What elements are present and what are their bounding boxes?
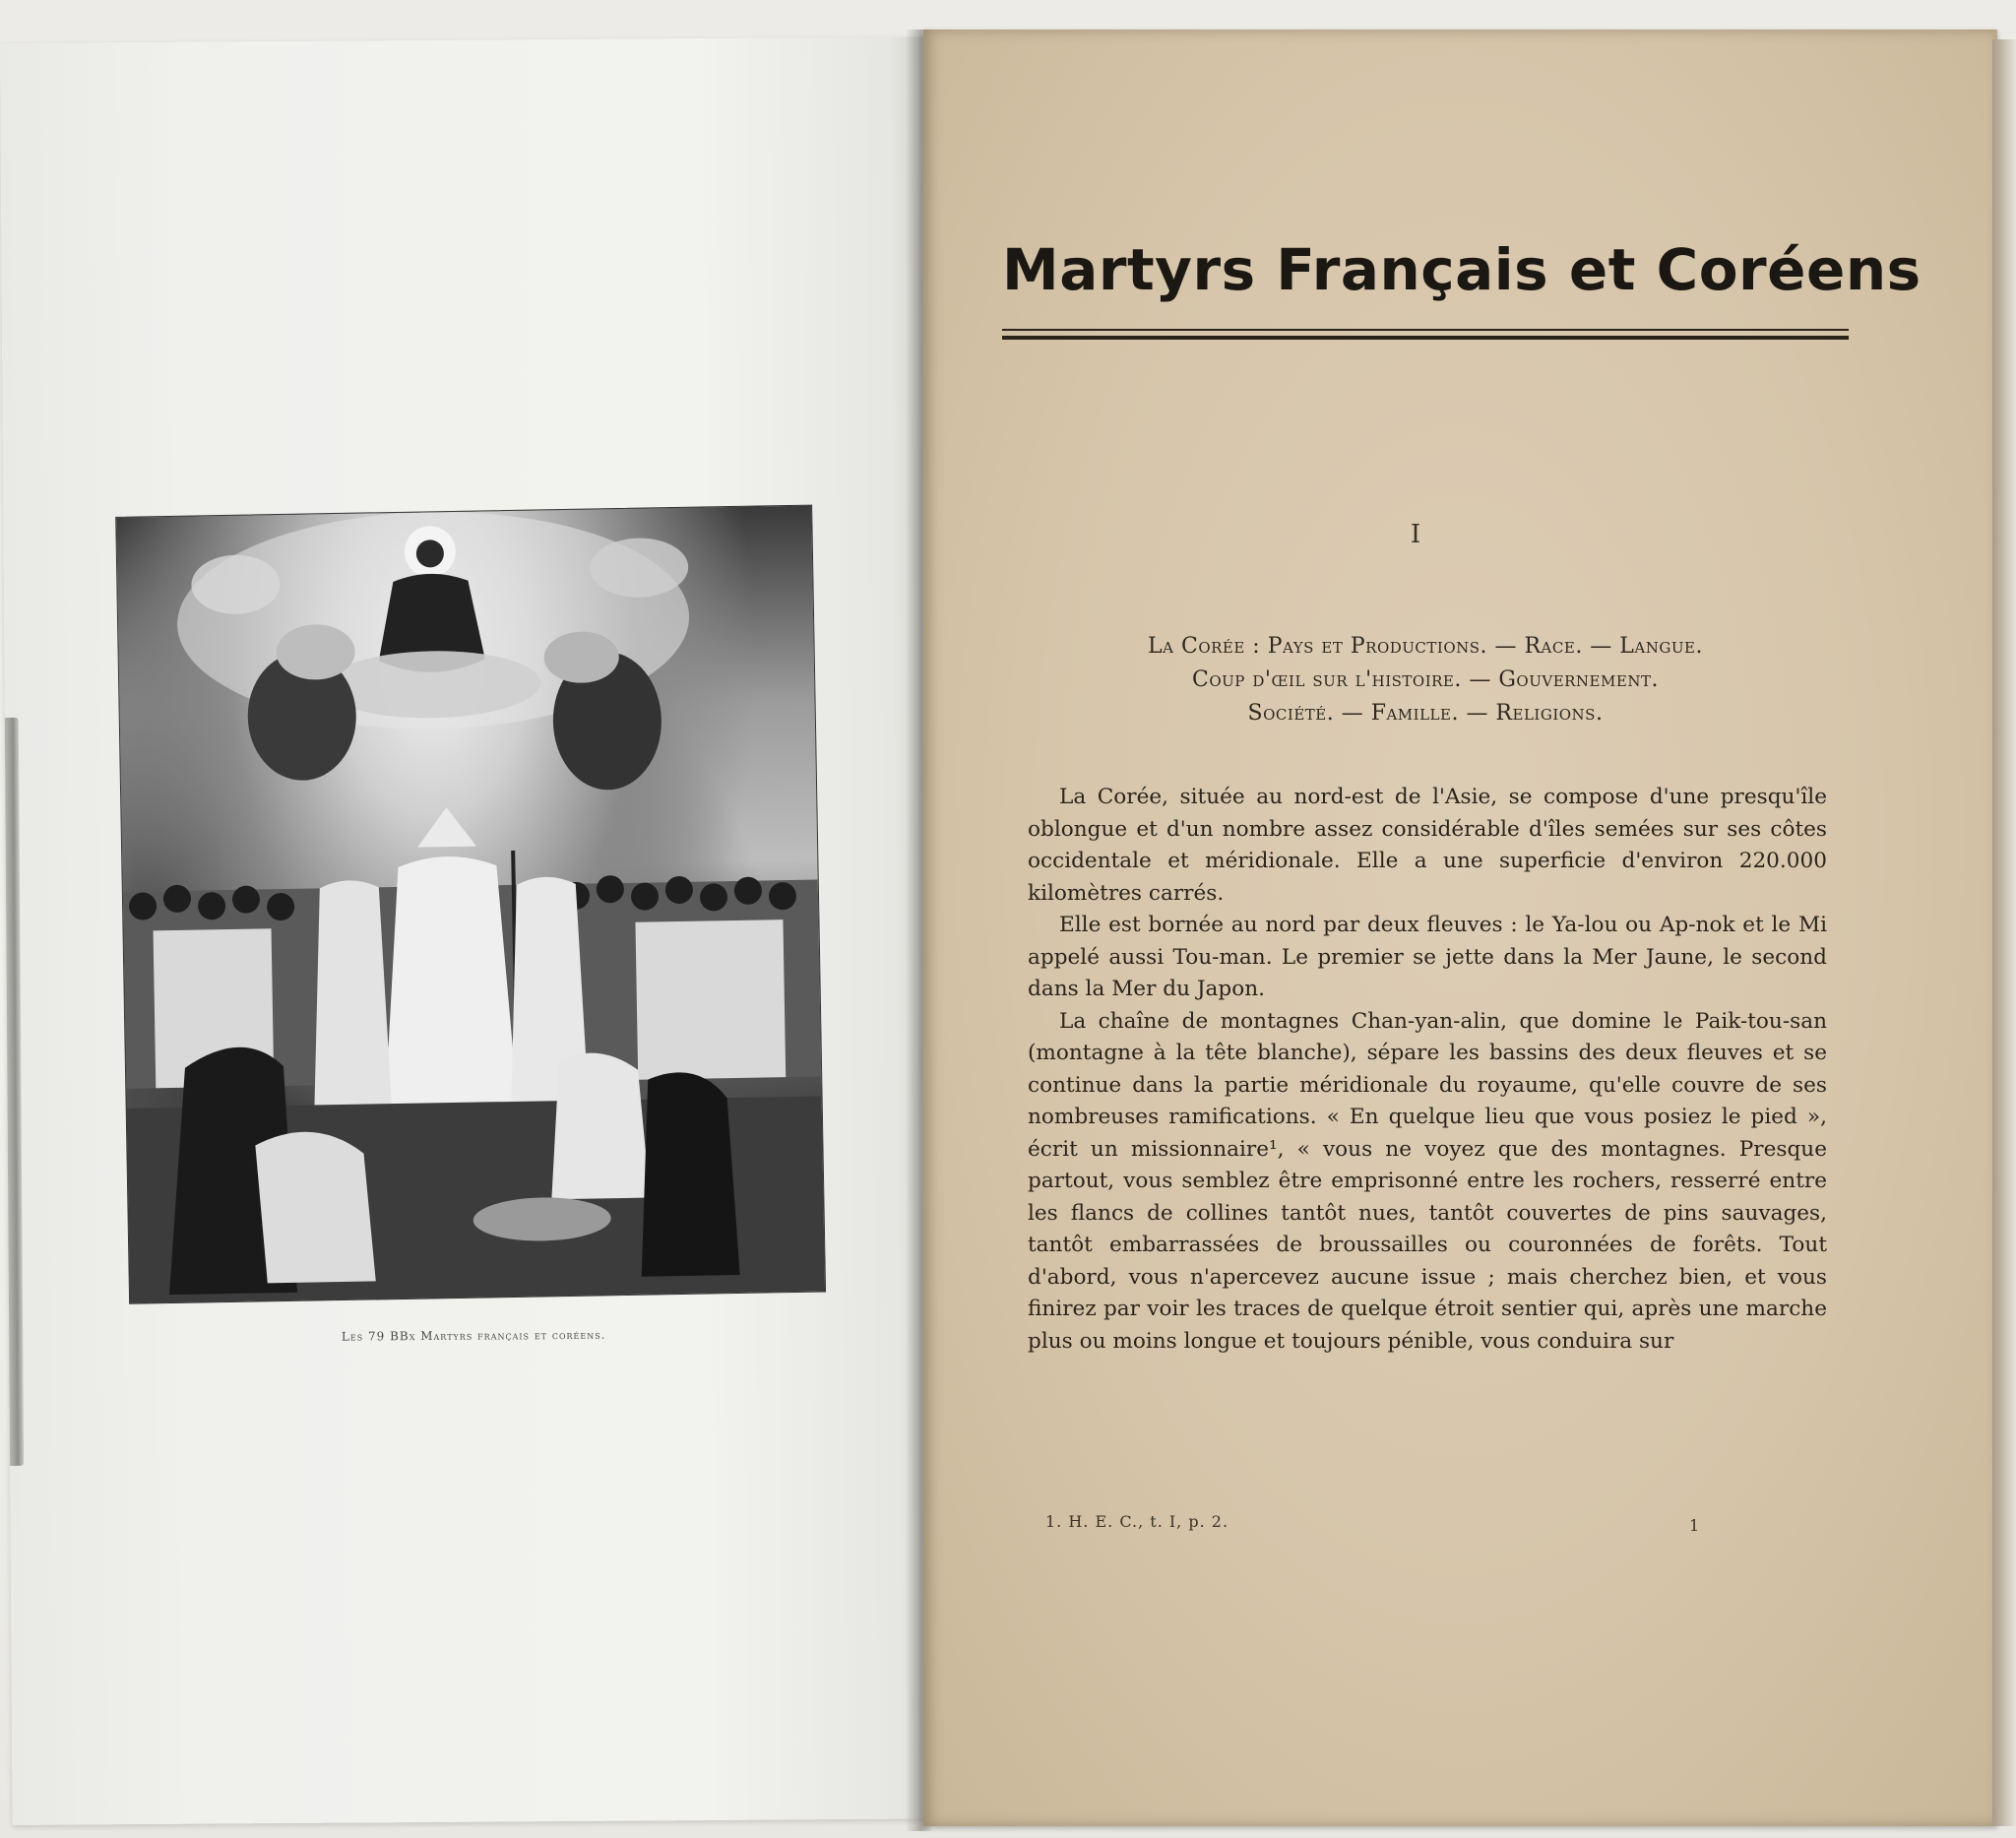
right-page <box>923 30 1997 1826</box>
chapter-summary <box>1012 630 1839 730</box>
title-rule-thick <box>1002 336 1849 340</box>
body-text <box>1028 782 1827 1358</box>
paragraph: La Corée, située au nord-est de l'Asie, se compose d'une presqu'île oblongue et d'un nombre assez considérable d'îles semées sur ses côtes occidentale et méridionale. Elle a une superficie d'environ 220.000 kilomètres carrés. <box>1028 785 1827 906</box>
paragraph: Elle est bornée au nord par deux fleuves : le Ya-lou ou Ap-nok et le Mi appelé aussi Tou-man. Le premier se jette dans la Mer Jaune, le second dans la Mer du Japon. <box>1028 913 1827 1001</box>
page-number: 1 <box>1689 1516 1700 1535</box>
plate-caption: Les 79 BBx Martyrs français et coréens. <box>341 1327 606 1344</box>
title-rule-thin <box>1002 329 1849 331</box>
summary-line: Société. — Famille. — Religions. <box>1247 701 1604 726</box>
chapter-number: I <box>1410 520 1421 549</box>
page-edge-tab <box>5 718 24 1466</box>
illustration-artwork <box>116 506 825 1303</box>
martyrs-illustration <box>115 505 826 1304</box>
page-stack-edge <box>1992 39 2016 1826</box>
footnote: 1. H. E. C., t. I, p. 2. <box>1045 1512 1229 1531</box>
left-page <box>0 36 938 1825</box>
summary-line: Coup d'œil sur l'histoire. — Gouvernement. <box>1192 667 1659 692</box>
summary-line: La Corée : Pays et Productions. — Race. — Langue. <box>1148 634 1703 659</box>
book-title: Martyrs Français et Coréens <box>1002 236 1922 303</box>
paragraph: La chaîne de montagnes Chan-yan-alin, que domine le Paik-tou-san (montagne à la tête blanche), sépare les bassins des deux fleuves et se continue dans la partie méridionale du royaume, qu'elle couvre de ses nombreuses ramifications. « En quelque lieu que vous posiez le pied », écrit un missionnaire¹, « vous ne voyez que des montagnes. Presque partout, vous semblez être emprisonné entre les rochers, resserré entre les flancs de collines tantôt nues, tantôt couvertes de pins sauvages, tantôt embarrassées de broussailles ou couronnées de forêts. Tout d'abord, vous n'apercevez aucune issue ; mais cherchez bien, et vous finirez par voir les traces de quelque étroit sentier qui, après une marche plus ou moins longue et toujours pénible, vous conduira sur <box>1028 1008 1827 1354</box>
